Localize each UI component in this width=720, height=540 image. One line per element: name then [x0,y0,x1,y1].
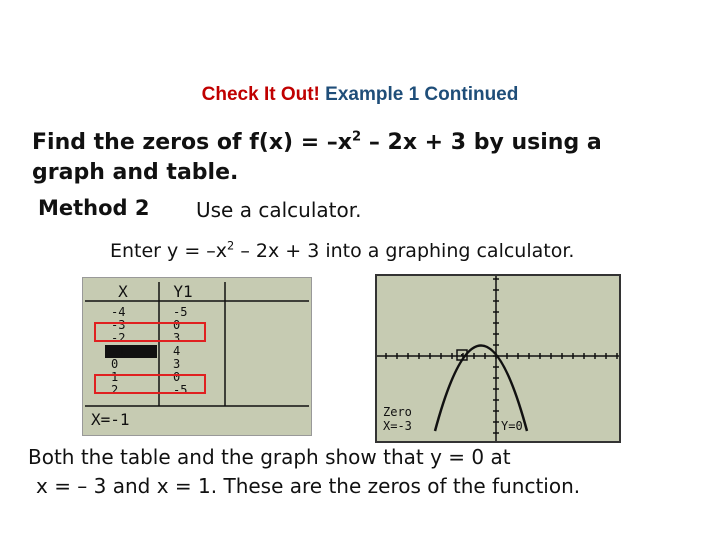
zero-cursor-dot [461,354,463,356]
problem-statement [32,128,692,188]
table-cell-y: -5 [173,305,188,319]
problem-line1-pre: Find the zeros of [32,130,250,155]
graph-x-readout: X=-3 [383,419,412,433]
highlight-row-neg3 [94,322,206,342]
conclusion [28,443,708,501]
table-screen-svg [83,278,311,435]
instruction-pre: Enter y = –x [110,240,228,262]
graph-zero-label: Zero [383,405,412,419]
table-cell-x: 1 [111,370,119,384]
table-cell-y: 0 [173,370,181,384]
table-header-y1: Y1 [173,282,193,301]
calculator-table-screen [82,277,312,436]
table-cell-x: -1 [111,344,126,358]
conclusion-line1: Both the table and the graph show that y = 0 at [28,445,511,469]
slide-title [0,84,720,106]
table-cell-y: -5 [173,383,188,397]
table-cell-y: 3 [173,357,181,371]
highlight-row-1 [94,374,206,394]
problem-line2: graph and table. [32,160,239,185]
table-cell-x: 2 [111,383,119,397]
method-label: Method 2 [38,196,150,220]
graph-y-readout: Y=0 [501,419,523,433]
graph-screen-svg [377,276,619,441]
title-check-it-out: Check It Out! [201,84,320,105]
table-cell-y: 4 [173,344,181,358]
instruction-exponent: 2 [227,238,235,253]
table-cell-x: -4 [111,305,126,319]
title-example: Example 1 Continued [325,84,519,105]
calculator-graph-screen [375,274,621,443]
table-cell-x: 0 [111,357,119,371]
table-cell-y: 0 [173,318,181,332]
table-cell-y: 3 [173,331,181,345]
table-footer-readout: X=-1 [91,410,130,429]
table-header-x: X [118,282,128,301]
method-text: Use a calculator. [196,198,362,222]
instruction-post: – 2x + 3 into a graphing calculator. [234,240,575,262]
table-cell-x: -2 [111,331,126,345]
problem-function: f(x) = –x [249,130,353,155]
instruction-text [110,240,574,262]
table-cell-x: -3 [111,318,126,332]
conclusion-line2: x = – 3 and x = 1. These are the zeros of the function. [36,474,581,498]
problem-line1-post: – 2x + 3 by using a [361,130,602,155]
problem-exponent: 2 [352,129,362,145]
